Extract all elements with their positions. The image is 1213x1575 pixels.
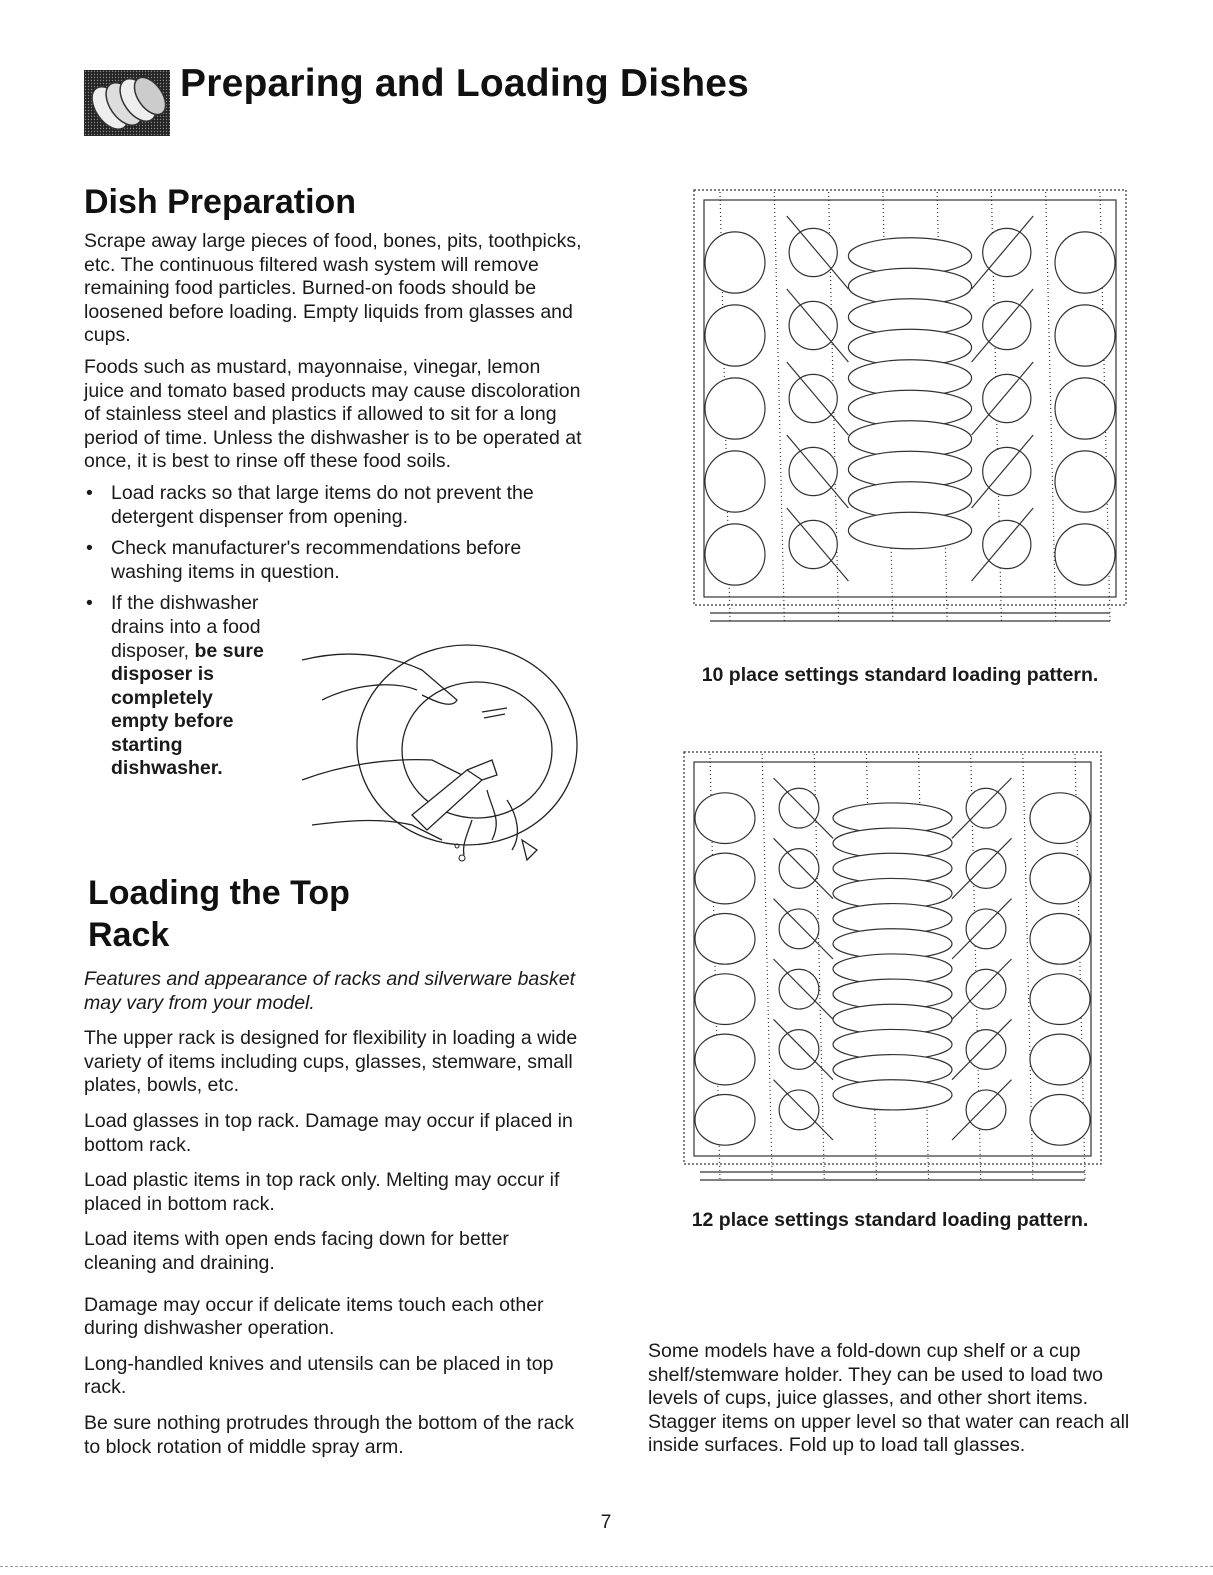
rack-diagram-12-place [680, 748, 1105, 1200]
rack-12-caption: 12 place settings standard loading pattern. [691, 1209, 1089, 1231]
bullet-item: • Check manufacturer's recommendations before washing items in question. [84, 537, 584, 584]
plate-scraping-illustration [292, 640, 592, 870]
top-rack-body [84, 968, 584, 1467]
cup [1030, 974, 1090, 1025]
glass [789, 228, 837, 276]
cup [1055, 378, 1115, 439]
bullet-text: disposer, [111, 639, 195, 662]
cup [705, 232, 765, 293]
cup [1030, 853, 1090, 904]
bullet-bold-text: disposer is [111, 663, 214, 686]
glass [966, 909, 1006, 949]
page-title: Preparing and Loading Dishes [180, 62, 750, 105]
glass [789, 520, 837, 568]
dish-preparation-heading: Dish Preparation [84, 183, 357, 221]
glass [983, 228, 1031, 276]
glass [983, 447, 1031, 495]
cup [1030, 1034, 1090, 1085]
footer-rule [0, 1566, 1213, 1567]
cup [705, 524, 765, 585]
rack-drawing [694, 190, 1126, 621]
cup [1055, 451, 1115, 512]
rack-tine [762, 754, 772, 1180]
glass [789, 301, 837, 349]
dish-prep-paragraph: Scrape away large pieces of food, bones, pits, toothpicks, etc. The continuous filtered wash system will remove remaining food particles. Burned-on foods should be loosened before loading. Empty liquids from glasses and cups. [84, 230, 582, 347]
top-rack-heading [88, 872, 350, 956]
glass [789, 374, 837, 422]
cup [1055, 232, 1115, 293]
top-rack-paragraph: The upper rack is designed for flexibility in loading a wide variety of items including cups, glasses, stemware, small plates, bowls, etc. [84, 1027, 578, 1097]
dish-prep-paragraph: Foods such as mustard, mayonnaise, vinegar, lemon juice and tomato based products may cause discoloration of stainless steel and plastics if allowed to sit for a long period of time. Unless the dishwasher is to be operated at once, it is best to rinse off these food soils. [84, 355, 582, 473]
bullet-bold-text: empty before [111, 710, 234, 733]
glass [983, 374, 1031, 422]
cup [1030, 793, 1090, 844]
bullet-bold-text: be sure [194, 639, 264, 662]
glass [779, 849, 819, 889]
rack-diagram-10-place [690, 186, 1130, 641]
rack-10-caption: 10 place settings standard loading pattern. [701, 664, 1099, 686]
top-rack-heading-line: Rack [88, 916, 170, 954]
plate [848, 512, 971, 549]
bullet-text: If the dishwasher [111, 592, 259, 615]
cup [705, 378, 765, 439]
top-rack-heading-line: Loading the Top [88, 874, 350, 912]
cup [695, 1034, 755, 1085]
glass [779, 1030, 819, 1070]
glass [789, 447, 837, 495]
glass [779, 909, 819, 949]
cup [1030, 1094, 1090, 1145]
glass [966, 849, 1006, 889]
glass [966, 1090, 1006, 1130]
rack-drawing [684, 752, 1101, 1180]
cup [695, 974, 755, 1025]
glass [779, 1090, 819, 1130]
rack-tine [774, 192, 784, 621]
cup [695, 1094, 755, 1145]
cup [695, 913, 755, 964]
rack-tine [1046, 192, 1056, 621]
cup [705, 451, 765, 512]
cup [705, 305, 765, 366]
page-number: 7 [600, 1512, 612, 1533]
bullet-bold-text: dishwasher. [111, 757, 223, 780]
glass [983, 301, 1031, 349]
top-rack-paragraph: Load plastic items in top rack only. Melting may occur if placed in bottom rack. [84, 1169, 560, 1215]
bullet-bold-text: starting [111, 733, 183, 756]
top-rack-paragraph: Damage may occur if delicate items touch each other during dishwasher operation. [84, 1293, 544, 1340]
cup [1055, 305, 1115, 366]
cup [1030, 913, 1090, 964]
glass [966, 1030, 1006, 1070]
glass [983, 520, 1031, 568]
cup [1055, 524, 1115, 585]
top-rack-paragraph: Load glasses in top rack. Damage may occur if placed in bottom rack. [84, 1109, 573, 1156]
glass [779, 788, 819, 828]
glass [966, 788, 1006, 828]
top-rack-paragraph: Long-handled knives and utensils can be placed in top rack. [84, 1352, 554, 1399]
bullet-text: drains into a food [111, 615, 261, 638]
models-vary-note: Features and appearance of racks and silverware basket may vary from your model. [84, 968, 576, 1014]
cup-shelf-paragraph: Some models have a fold-down cup shelf or a cup shelf/stemware holder. They can be used to load two levels of cups, juice glasses, and other short items. Stagger items on upper level so that water can reach all inside surfaces. Fold up to load tall glasses. [648, 1340, 1130, 1457]
plate [833, 1080, 952, 1110]
top-rack-paragraph: Load items with open ends facing down for better cleaning and draining. [84, 1228, 509, 1274]
bullet-bold-text: completely [111, 686, 213, 709]
top-rack-paragraph: Be sure nothing protrudes through the bottom of the rack to block rotation of middle spray arm. [84, 1411, 574, 1458]
bullet-item: • Load racks so that large items do not prevent the detergent dispenser from opening. [84, 482, 584, 529]
cup [695, 853, 755, 904]
cup [695, 793, 755, 844]
dish-rack-icon [84, 70, 170, 136]
glass [966, 969, 1006, 1009]
glass [779, 969, 819, 1009]
